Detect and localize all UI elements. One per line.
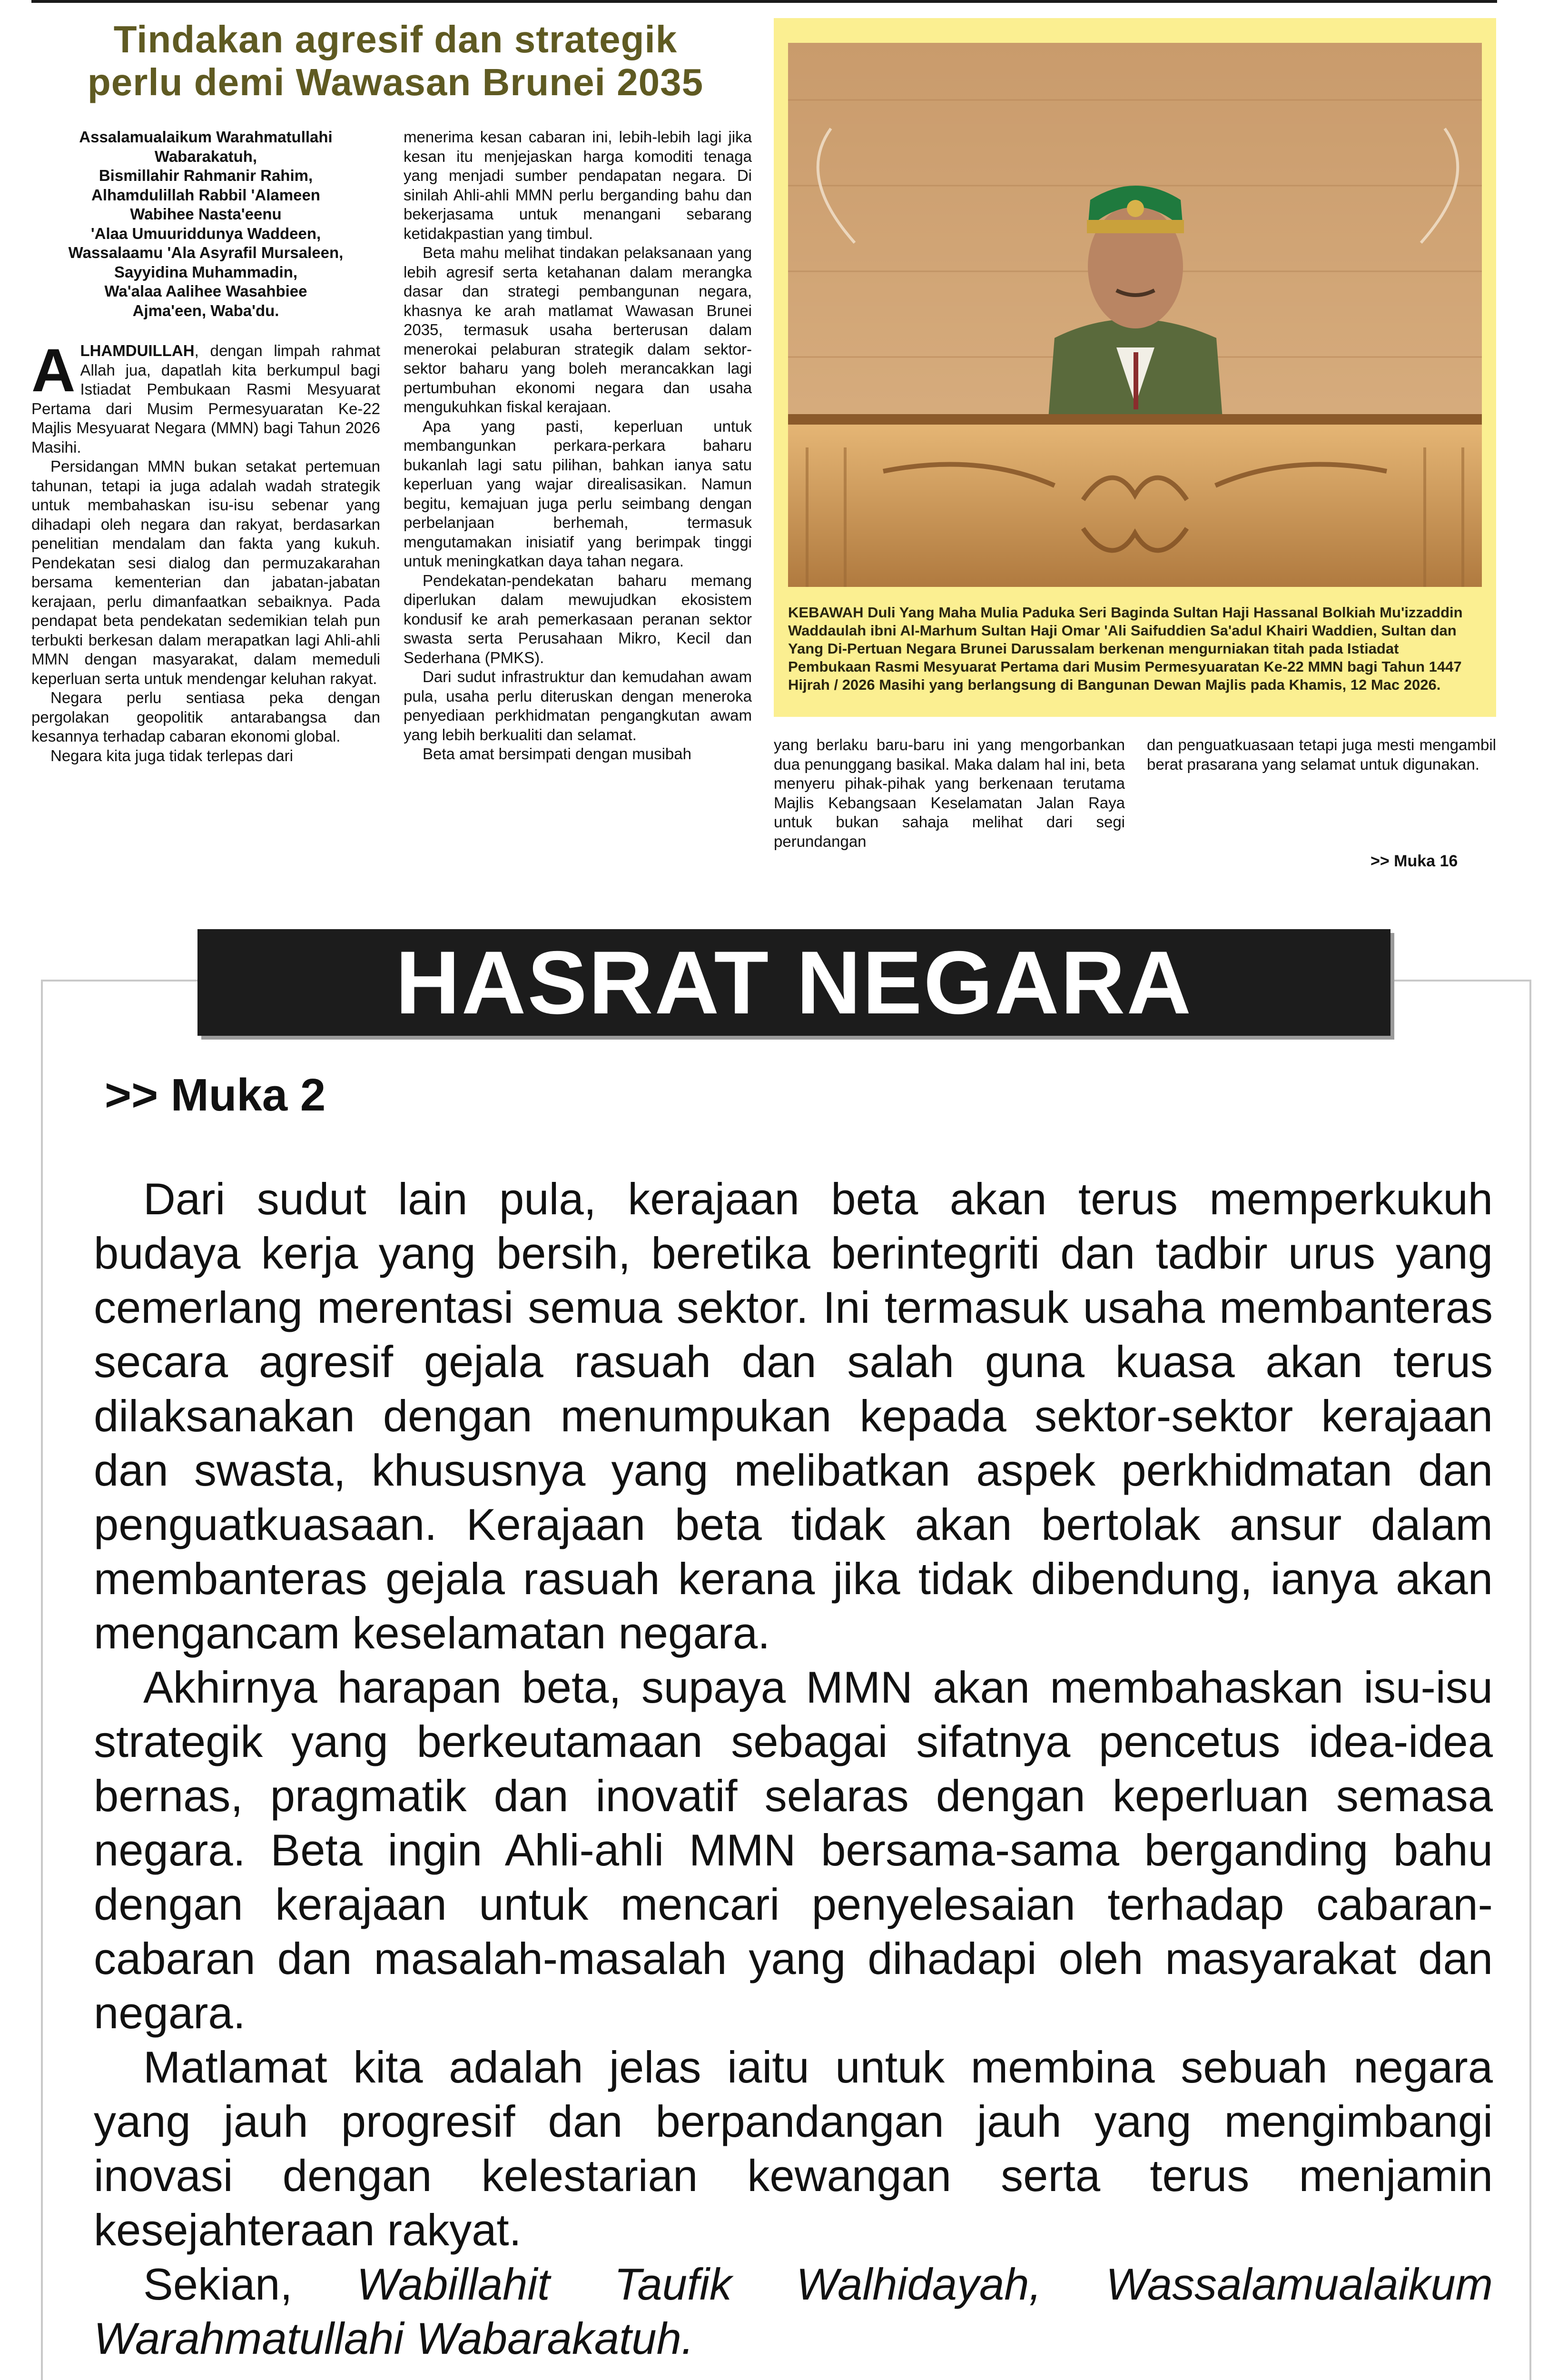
body-paragraph: menerima kesan cabaran ini, lebih-lebih lagi jika kesan itu menjejaskan harga komoditi tenaga yang menjadi sumber pendapatan negara. Di sinilah Ahli-ahli MMN perlu berganding bahu dan bekerjasama untuk menangani sebarang ketidakpastian yang timbul. [404,128,752,242]
drop-cap: A [31,337,76,405]
article-column-2 [404,128,752,764]
continuation-paragraph: Akhirnya harapan beta, supaya MMN akan membahaskan isu-isu strategik yang berkeutamaan sebagai sifatnya pencetus idea-idea bernas, pragmatik dan inovatif selaras dengan keperluan semasa negara. Beta ingin Ahli-ahli MMN bersama-sama berganding bahu dengan kerajaan untuk mencari penyelesaian terhadap cabaran-cabaran dan masalah-masalah yang dihadapi oleh masyarakat dan negara. [94,1662,1493,2038]
article-column-1 [31,128,380,765]
closing-italic: Wabillahit Taufik Walhidayah, Wassalamualaikum Warahmatullahi Wabarakatuh. [94,2259,1493,2363]
section-banner [197,929,1390,1036]
body-paragraph: Dari sudut infrastruktur dan kemudahan awam pula, usaha perlu diteruskan dengan meneroka penyediaan perkhidmatan pengangkutan awam yang lebih berkualiti dan selamat. [404,668,752,744]
body-paragraph: Beta mahu melihat tindakan pelaksanaan yang lebih agresif serta ketahanan dalam merangka dasar dan strategi pembangunan negara, khasnya ke arah matlamat Wawasan Brunei 2035, termasuk usaha berterusan dalam menerokai pelaburan strategik dalam sektor-sektor baharu yang boleh merancakkan lagi pertumbuhan ekonomi negara dan usaha mengukuhkan fiskal kerajaan. [404,244,752,416]
salutation-line: Assalamualaikum Warahmatullahi [79,128,333,146]
article-column-3 [774,735,1125,851]
sultan-photo [788,43,1482,587]
photo-frame [774,18,1496,717]
body-paragraph: Persidangan MMN bukan setakat pertemuan tahunan, tetapi ia juga adalah wadah strategik untuk membahaskan isu-isu sebenar yang dihadapi oleh negara dan rakyat, berdasarkan penelitian mendalam dan fakta yang kukuh. Pendekatan sesi dialog dan permuzakarahan bersama kementerian dan jabatan-jabatan kerajaan, perlu dimanfaatkan sebaiknya. Pada pendapat beta pendekatan sedemikian telah pun terbukti berkesan dalam merapatkan lagi Ahli-ahli MMN dengan masyarakat, dalam memeduli keperluan serta untuk mendengar keluhan rakyat. [31,457,380,687]
lead-paragraph [31,337,380,457]
body-paragraph: Negara kita juga tidak terlepas dari [50,746,293,764]
salutation-line: Wabarakatuh, [154,147,257,165]
photo-caption: KEBAWAH Duli Yang Maha Mulia Paduka Seri Baginda Sultan Haji Hassanal Bolkiah Mu'izzaddin Waddaulah ibni Al-Marhum Sultan Haji Omar 'Ali Saifuddien Sa'adul Khairi Waddien, Sultan dan Yang Di-Pertuan Negara Brunei Darussalam berkenan mengurniakan titah pada Istiadat Pembukaan Rasmi Mesyuarat Pertama dari Musim Permesyuaratan Ke-22 MMN bagi Tahun 1447 Hijrah / 2026 Masihi yang berlangsung di Bangunan Dewan Majlis pada Khamis, 12 Mac 2026. [788,604,1463,693]
continuation-paragraph: Dari sudut lain pula, kerajaan beta akan terus memperkukuh budaya kerja yang bersih, beretika berintegriti dan tadbir urus yang cemerlang merentasi semua sektor. Ini termasuk usaha membanteras secara agresif gejala rasuah dan salah guna kuasa akan terus dilaksanakan dengan menumpukan kepada sektor-sektor kerajaan dan swasta, khususnya yang melibatkan aspek perkhidmatan dan penguatkuasaan. Kerajaan beta tidak akan bertolak ansur dalam membanteras gejala rasuah kerana jika tidak dibendung, ianya akan mengancam keselamatan negara. [94,1174,1493,1658]
salutation-line: Ajma'een, Waba'du. [132,301,279,319]
salutation-line: Wassalaamu 'Ala Asyrafil Mursaleen, [68,244,344,261]
headline-line-1: Tindakan agresif dan strategik [113,18,678,60]
article-headline [31,18,759,104]
body-paragraph: dan penguatkuasaan tetapi juga mesti mengambil berat prasarana yang selamat untuk digunakan. [1147,736,1496,773]
salutation-line: Wabihee Nasta'eenu [130,205,282,223]
continuation-paragraph: Matlamat kita adalah jelas iaitu untuk membina sebuah negara yang jauh progresif dan berpandangan jauh yang mengimbangi inovasi dengan kelestarian kewangan serta terus menjamin kesejahteraan rakyat. [94,2042,1493,2255]
body-paragraph: Negara perlu sentiasa peka dengan pergolakan geopolitik antarabangsa dan kesannya terhadap cabaran ekonomi global. [31,689,380,745]
body-paragraph: Pendekatan-pendekatan baharu memang diperlukan dalam mewujudkan ekosistem kondusif ke arah pemerkasaan peranan sektor swasta serta Perusahaan Mikro, Kecil dan Sederhana (PMKS). [404,571,752,666]
salutation-line: Wa'alaa Aalihee Wasahbiee [104,282,307,300]
section-title: HASRAT NEGARA [395,932,1193,1032]
body-paragraph: Apa yang pasti, keperluan untuk membangunkan perkara-perkara baharu bukanlah lagi satu pilihan, bahkan ianya satu keperluan yang wajar direalisasikan. Namun begitu, kemajuan juga perlu seimbang dengan perbelanjaan berhemah, termasuk mengutamakan inisiatif yang berimpak tinggi untuk meningkatkan daya tahan negara. [404,417,752,570]
continuation-text [94,1172,1493,2366]
body-paragraph: yang berlaku baru-baru ini yang mengorbankan dua penunggang basikal. Maka dalam hal ini, beta menyeru pihak-pihak yang berkenaan terutama Majlis Kebangsaan Keselamatan Jalan Raya untuk bukan sahaja melihat dari segi perundangan [774,736,1125,850]
salutation-line: 'Alaa Umuuriddunya Waddeen, [90,224,321,242]
continued-link[interactable]: >> Muka 16 [1371,852,1458,870]
salutation [31,128,380,320]
top-rule [31,0,1497,3]
closing-paragraph [94,2257,1493,2366]
lead-word: LHAMDUILLAH [80,342,195,359]
article-column-4 [1147,735,1496,774]
lead-text: , dengan limpah rahmat Allah jua, dapatlah kita berkumpul bagi Istiadat Pembukaan Rasmi Mesyuarat Pertama dari Musim Permesyuaratan Ke-22 Majlis Mesyuarat Negara (MMN) bagi Tahun 2026 Masihi. [31,342,380,456]
from-page-link[interactable]: >> Muka 2 [105,1070,326,1121]
photo-illustration [788,43,1482,587]
headline-line-2: perlu demi Wawasan Brunei 2035 [87,61,704,103]
salutation-line: Sayyidina Muhammadin, [114,263,298,281]
salutation-line: Alhamdulillah Rabbil 'Alameen [91,186,320,204]
body-paragraph: Beta amat bersimpati dengan musibah [423,745,691,763]
salutation-line: Bismillahir Rahmanir Rahim, [99,167,313,184]
closing-plain: Sekian, [143,2259,357,2309]
